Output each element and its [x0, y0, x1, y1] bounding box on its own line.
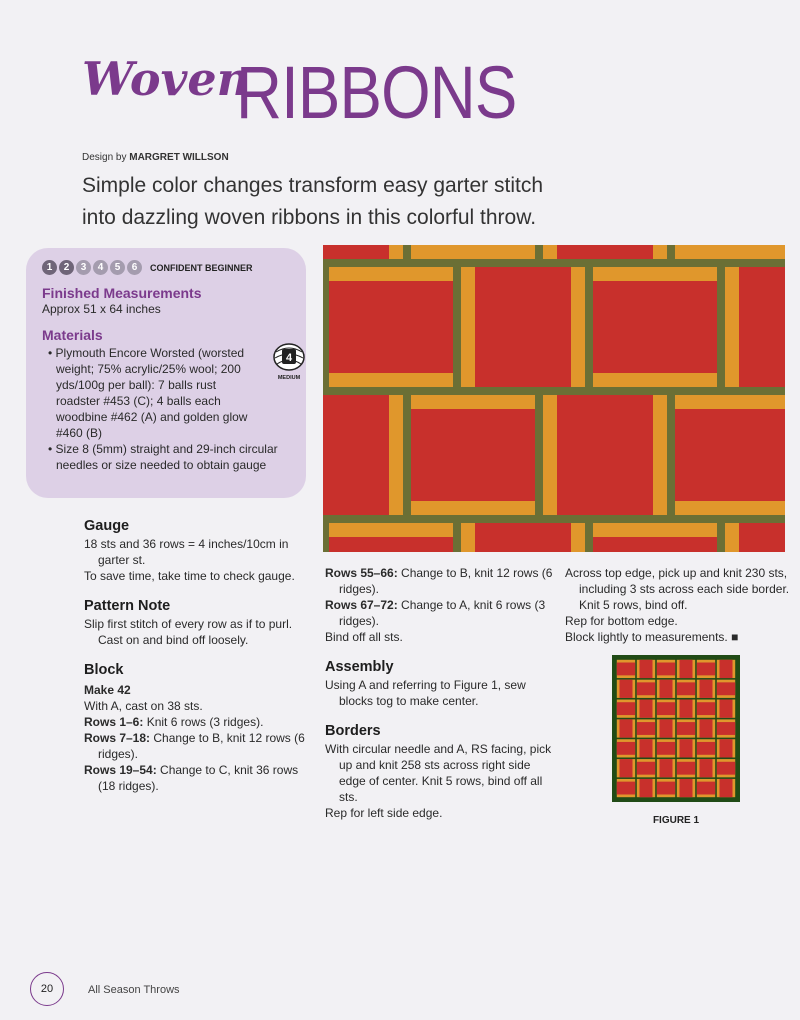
top-edge-text: Across top edge, pick up and knit 230 sts, including 3 sts across each side border. Knit 5 rows, bind off.	[565, 566, 790, 612]
pattern-note-text: Slip first stitch of every row as if to purl. Cast on and bind off loosely.	[84, 617, 293, 647]
figure-block-center	[637, 682, 655, 695]
photo-block-center	[329, 281, 453, 373]
yarn-weight-number: 4	[285, 352, 293, 364]
materials-item-needles: • Size 8 (5mm) straight and 29-inch circular needles or size needed to obtain gauge	[42, 441, 292, 473]
borders-text: With circular needle and A, RS facing, pick up and knit 258 sts across right side edge of center. Knit 5 rows, bind off all sts.	[325, 742, 552, 804]
figure-block-center	[617, 702, 635, 715]
figure-block-center	[637, 722, 655, 735]
column-1	[84, 518, 309, 794]
figure-1-diagram	[612, 655, 740, 802]
block-row-step: Rows 7–18: Change to B, knit 12 rows (6 ridges).	[84, 731, 305, 761]
block-row-step: Rows 67–72: Change to A, knit 6 rows (3 ridges).	[325, 598, 546, 628]
photo-block-center	[593, 537, 717, 552]
figure-block-center	[697, 663, 715, 676]
pattern-note-heading: Pattern Note	[84, 598, 171, 614]
photo-block-center	[323, 395, 389, 515]
block-row-step: Rows 19–54: Change to C, knit 36 rows (18 ridges).	[84, 763, 299, 793]
photo-block-center	[411, 409, 535, 501]
figure-block-center	[680, 739, 693, 757]
figure-block-center	[617, 782, 635, 795]
photo-block-center	[739, 523, 785, 552]
title-caps-word: RIBBONS	[236, 51, 517, 134]
figure-block-center	[657, 782, 675, 795]
photo-block-border	[411, 245, 535, 259]
photo-block-center	[475, 267, 571, 387]
photo-block-center	[557, 395, 653, 515]
figure-block-center	[677, 722, 695, 735]
photo-block-center	[329, 537, 453, 552]
column-3	[565, 565, 790, 645]
figure-block-center	[620, 759, 633, 777]
block-heading: Block	[84, 662, 124, 678]
finished-measurements-heading: Finished Measurements	[42, 285, 202, 301]
gauge-line-2: To save time, take time to check gauge.	[84, 569, 295, 583]
skill-level-row	[42, 260, 292, 275]
skill-level-6-icon: 6	[127, 260, 142, 275]
materials-info-box	[26, 248, 306, 498]
figure-block-center	[660, 680, 673, 698]
designer-credit	[82, 152, 229, 163]
gauge-line-1: 18 sts and 36 rows = 4 inches/10cm in garter st.	[84, 537, 289, 567]
figure-block-center	[720, 779, 733, 797]
designer-name: MARGRET WILLSON	[129, 152, 229, 163]
block-bind-off: Bind off all sts.	[325, 630, 403, 644]
figure-block-center	[700, 680, 713, 698]
figure-block-center	[657, 742, 675, 755]
block-row-step: Rows 1–6: Knit 6 rows (3 ridges).	[84, 715, 264, 729]
figure-block-center	[700, 719, 713, 737]
figure-1-caption: FIGURE 1	[652, 815, 700, 826]
figure-block-center	[640, 660, 653, 678]
yarn-weight-label: MEDIUM	[277, 375, 301, 381]
figure-block-center	[720, 660, 733, 678]
finished-measurements-text: Approx 51 x 64 inches	[42, 302, 161, 316]
figure-block-center	[677, 682, 695, 695]
subtitle-line-2: into dazzling woven ribbons in this colorful throw.	[82, 206, 537, 229]
figure-block-center	[640, 779, 653, 797]
figure-1-grid	[612, 655, 740, 802]
materials-heading: Materials	[42, 327, 103, 343]
figure-block-center	[680, 700, 693, 718]
figure-block-center	[720, 739, 733, 757]
photo-block-center	[675, 409, 785, 501]
skill-level-3-icon: 3	[76, 260, 91, 275]
figure-block-center	[697, 782, 715, 795]
figure-block-center	[697, 742, 715, 755]
skill-level-5-icon: 5	[110, 260, 125, 275]
photo-block-center	[593, 281, 717, 373]
figure-block-center	[717, 762, 735, 775]
figure-block-center	[660, 719, 673, 737]
subtitle-line-1: Simple color changes transform easy garter stitch	[82, 174, 544, 197]
figure-block-center	[660, 759, 673, 777]
figure-block-center	[717, 722, 735, 735]
block-row-step: Rows 55–66: Change to B, knit 12 rows (6 ridges).	[325, 566, 553, 596]
end-mark-icon: ■	[731, 630, 739, 644]
figure-block-center	[620, 680, 633, 698]
figure-block-center	[657, 702, 675, 715]
figure-block-center	[680, 660, 693, 678]
page-number: 20	[30, 972, 64, 1006]
figure-block-center	[637, 762, 655, 775]
block-lightly-text: Block lightly to measurements. ■	[565, 630, 739, 644]
figure-block-center	[657, 663, 675, 676]
bottom-edge-text: Rep for bottom edge.	[565, 614, 678, 628]
woven-ribbons-throw-photo	[323, 245, 785, 552]
figure-block-center	[640, 739, 653, 757]
materials-item-yarn: • Plymouth Encore Worsted (worsted weight; 75% acrylic/25% wool; 200 yds/100g per ball): 7 balls rust roadster #453 (C); 4 balls each woodbine #462 (A) and golden glow #460 (B)	[42, 345, 260, 441]
figure-block-center	[617, 663, 635, 676]
figure-block-center	[720, 700, 733, 718]
skill-level-4-icon: 4	[93, 260, 108, 275]
block-cast-on: With A, cast on 38 sts.	[84, 699, 203, 713]
photo-block-border	[675, 245, 785, 259]
credit-prefix: Design by	[82, 152, 127, 163]
figure-block-center	[700, 759, 713, 777]
book-title: All Season Throws	[88, 984, 180, 996]
block-make-count: Make 42	[84, 683, 131, 697]
figure-block-center	[617, 742, 635, 755]
figure-block-center	[620, 719, 633, 737]
materials-list	[42, 345, 292, 473]
figure-block-center	[640, 700, 653, 718]
skill-level-label: CONFIDENT BEGINNER	[150, 262, 253, 273]
gauge-heading: Gauge	[84, 518, 130, 534]
photo-block-center	[475, 523, 571, 552]
subtitle	[82, 170, 702, 234]
throw-photo-illustration	[323, 245, 785, 552]
figure-block-center	[717, 682, 735, 695]
assembly-heading: Assembly	[325, 659, 394, 675]
skill-level-1-icon: 1	[42, 260, 57, 275]
borders-heading: Borders	[325, 723, 381, 739]
title-script-word: Woven	[82, 52, 251, 106]
borders-repeat: Rep for left side edge.	[325, 806, 443, 820]
medium-yarn-weight-icon	[272, 342, 306, 382]
photo-block-center	[323, 245, 389, 259]
figure-block-center	[680, 779, 693, 797]
figure-block-center	[677, 762, 695, 775]
skill-level-2-icon: 2	[59, 260, 74, 275]
photo-block-center	[557, 245, 653, 259]
column-2	[325, 565, 553, 821]
figure-block-center	[697, 702, 715, 715]
photo-block-center	[739, 267, 785, 387]
assembly-text: Using A and referring to Figure 1, sew blocks tog to make center.	[325, 678, 526, 708]
